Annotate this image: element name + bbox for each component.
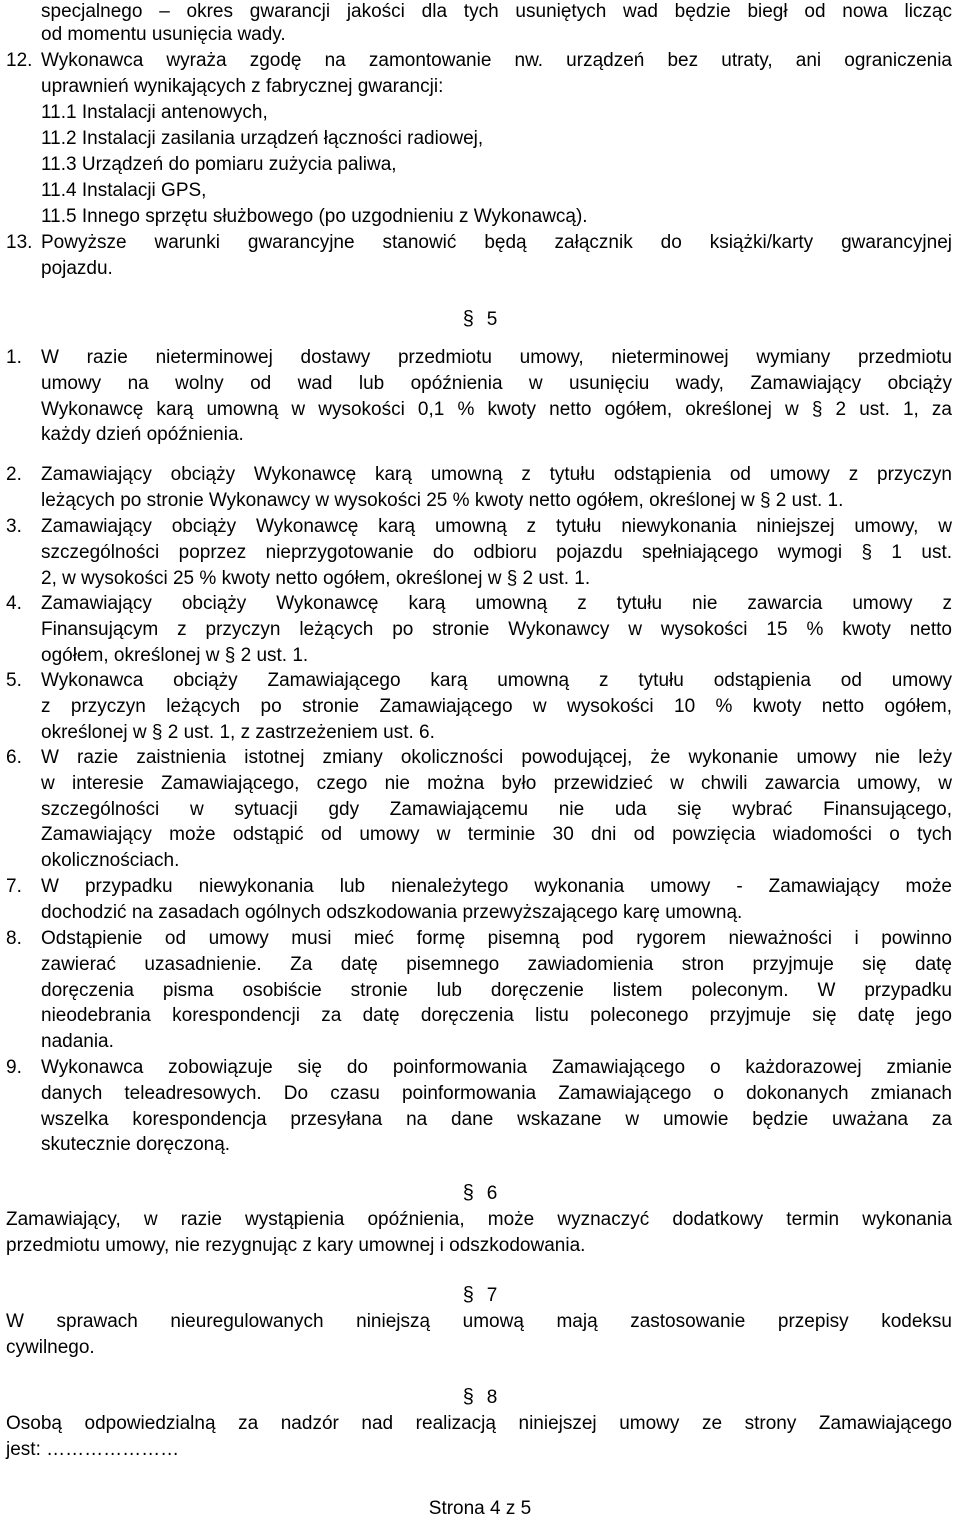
sub-item: 11.2 Instalacji zasilania urządzeń łączności radiowej, [41,128,484,149]
text-line: Zamawiający obciąży Wykonawcę karą umowną z tytułu nie zawarcia umowy z [41,593,952,614]
text-line: określonej w § 2 ust. 1, z zastrzeżeniem ust. 6. [41,722,435,743]
text-line: Zamawiający obciąży Wykonawcę karą umowną z tytułu odstąpienia od umowy z przyczyn [41,464,952,485]
text-line: Wykonawca obciąży Zamawiającego karą umowną z tytułu odstąpienia od umowy [41,670,952,691]
text-line: Odstąpienie od umowy musi mieć formę pisemną pod rygorem nieważności i powinno [41,928,952,949]
text-line: z przyczyn leżących po stronie Zamawiającego w wysokości 10 % kwoty netto ogółem, [41,696,952,717]
text-line: W przypadku niewykonania lub nienależytego wykonania umowy - Zamawiający może [41,876,952,897]
text-line: W razie zaistnienia istotnej zmiany okoliczności powodującej, że wykonanie umowy nie leży [41,747,952,768]
item-number: 13. [6,232,33,253]
text-line: nadania. [41,1031,114,1052]
item-number: 3. [6,516,22,537]
text-line: nieodebrania korespondencji za datę doręczenia listu poleconego przyjmuje się datę jego [41,1005,952,1026]
text-line: dochodzić na zasadach ogólnych odszkodowania przewyższającego karę umowną. [41,902,743,923]
text-line: Zamawiający, w razie wystąpienia opóźnienia, może wyznaczyć dodatkowy termin wykonania [6,1209,952,1230]
text-line: pojazdu. [41,258,113,279]
item-number: 4. [6,593,22,614]
text-line: W sprawach nieuregulowanych niniejszą umową mają zastosowanie przepisy kodeksu [6,1311,952,1332]
item-number: 2. [6,464,22,485]
section-heading-8: §8 [0,1386,960,1410]
text-line: jest: ………………… [6,1439,180,1460]
text-line: Wykonawcę karą umowną w wysokości 0,1 % kwoty netto ogółem, określonej w § 2 ust. 1, za [41,399,952,420]
item-number: 5. [6,670,22,691]
paragraph-sign-icon [463,1182,481,1206]
paragraph-sign-icon [463,1386,481,1410]
item-number: 12. [6,50,33,71]
text-line: specjalnego – okres gwarancji jakości dla tych usuniętych wad będzie biegł od nowa licząc [41,1,952,22]
sub-item: 11.5 Innego sprzętu służbowego (po uzgodnieniu z Wykonawcą). [41,206,588,227]
text-line: Wykonawca zobowiązuje się do poinformowania Zamawiającego o każdorazowej zmianie [41,1057,952,1078]
item-number: 7. [6,876,22,897]
item-number: 8. [6,928,22,949]
paragraph-sign-icon [463,308,481,332]
text-line: umowy na wolny od wad lub opóźnienia w usunięciu wady, Zamawiający obciąży [41,373,952,394]
sub-item: 11.3 Urządzeń do pomiaru zużycia paliwa, [41,154,397,175]
sub-item: 11.1 Instalacji antenowych, [41,102,268,123]
text-line: szczególności w sytuacji gdy Zamawiającemu nie uda się wybrać Finansującego, [41,799,952,820]
text-line: w interesie Zamawiającego, czego nie można było przewidzieć w chwili zawarcia umowy, w [41,773,952,794]
text-line: Zamawiający może odstąpić od umowy w terminie 30 dni od powzięcia wiadomości o tych [41,824,952,845]
section-heading-5: §5 [0,308,960,332]
text-line: zawierać uzasadnienie. Za datę pisemnego zawiadomienia stron przyjmuje się datę [41,954,952,975]
text-line: uprawnień wynikających z fabrycznej gwarancji: [41,76,444,97]
text-line: wszelka korespondencja przesyłana na dane wskazane w umowie będzie uważana za [41,1109,952,1130]
text-line: od momentu usunięcia wady. [41,24,286,45]
text-line: cywilnego. [6,1337,95,1358]
item-number: 9. [6,1057,22,1078]
text-line: okolicznościach. [41,850,180,871]
text-line: leżących po stronie Wykonawcy w wysokości 25 % kwoty netto ogółem, określonej w § 2 ust. 1. [41,490,844,511]
text-line: Finansującym z przyczyn leżących po stronie Wykonawcy w wysokości 15 % kwoty netto [41,619,952,640]
item-number: 1. [6,347,22,368]
text-line: skutecznie doręczoną. [41,1134,231,1155]
item-number: 6. [6,747,22,768]
text-line: 2, w wysokości 25 % kwoty netto ogółem, określonej w § 2 ust. 1. [41,568,591,589]
paragraph-sign-icon [463,1284,481,1308]
text-line: doręczenia pisma osobiście stronie lub doręczenie listem poleconym. W przypadku [41,980,952,1001]
text-line: szczególności poprzez nieprzygotowanie do odbioru pojazdu spełniającego wymogi § 1 ust. [41,542,952,563]
text-line: przedmiotu umowy, nie rezygnując z kary umownej i odszkodowania. [6,1235,586,1256]
section-heading-6: §6 [0,1182,960,1206]
text-line: W razie nieterminowej dostawy przedmiotu umowy, nieterminowej wymiany przedmiotu [41,347,952,368]
text-line: ogółem, określonej w § 2 ust. 1. [41,645,309,666]
text-line: Osobą odpowiedzialną za nadzór nad realizacją niniejszej umowy ze strony Zamawiającego [6,1413,952,1434]
text-line: Wykonawca wyraża zgodę na zamontowanie nw. urządzeń bez utraty, ani ograniczenia [41,50,952,71]
text-line: każdy dzień opóźnienia. [41,424,244,445]
text-line: Powyższe warunki gwarancyjne stanowić będą załącznik do książki/karty gwarancyjnej [41,232,952,253]
text-line: danych teleadresowych. Do czasu poinformowania Zamawiającego o dokonanych zmianach [41,1083,952,1104]
page-footer: Strona 4 z 5 [428,1498,532,1519]
sub-item: 11.4 Instalacji GPS, [41,180,207,201]
text-line: Zamawiający obciąży Wykonawcę karą umowną z tytułu niewykonania niniejszej umowy, w [41,516,952,537]
section-heading-7: §7 [0,1284,960,1308]
